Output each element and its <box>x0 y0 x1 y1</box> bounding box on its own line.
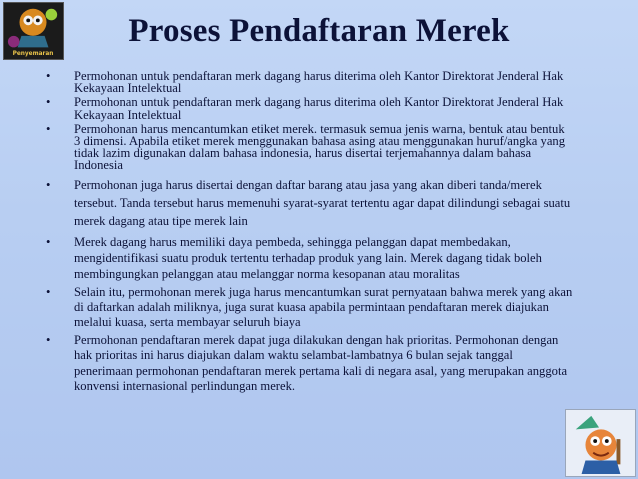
list-item <box>46 176 574 230</box>
bullet-marker: • <box>46 69 51 83</box>
list-item-text: Permohonan untuk pendaftaran merk dagang harus diterima oleh Kantor Direktorat Jenderal Hak Kekayaan Intelektual <box>74 69 564 96</box>
list-item <box>46 234 574 282</box>
bullet-marker: • <box>46 95 51 110</box>
list-item <box>46 96 574 120</box>
list-item-text: Permohonan harus mencantumkan etiket merek. termasuk semua jenis warna, bentuk atau bentuk 3 dimensi. Apabila etiket merek menggunakan bahasa asing atau menggunakan huruf/angka yang tidak lazim digunakan dalam bahasa indonesia, harus disertai terjemahannya dalam bahasa Indonesia <box>74 121 566 173</box>
list-item <box>46 70 574 94</box>
logo-text: Penyemaran <box>12 51 54 58</box>
list-item-text: Permohonan juga harus disertai dengan daftar barang atau jasa yang akan diberi tanda/merek tersebut. Tanda tersebut harus memenuhi syarat-syarat tertentu agar dapat dilindungi sebagai suatu merek dagang atau tipe merek lain <box>74 177 571 228</box>
list-item-text: Permohonan untuk pendaftaran merk dagang harus diterima oleh Kantor Direktorat Jenderal Hak Kekayaan Intelektual <box>74 95 564 122</box>
bullet-list <box>46 70 574 396</box>
bullet-marker: • <box>46 234 51 249</box>
list-item-text: Merek dagang harus memiliki daya pembeda, sehingga pelanggan dapat membedakan, mengidentifikasi suatu produk tertentu terhadap produk yang lain. Merek dagang tidak boleh membingungkan pelanggan atau melanggar norma kesopanan atau moralitas <box>74 234 542 281</box>
cartoon-character-icon <box>566 410 635 476</box>
list-item <box>46 285 574 331</box>
list-item <box>46 333 574 395</box>
list-item-text: Permohonan pendaftaran merek dapat juga dilakukan dengan hak prioritas. Permohonan dengan hak prioritas ini harus diajukan dalam waktu selambat-lambatnya 6 bulan sejak tanggal penerimaan permohonan pendaftaran merek pertama kali di negara asal, yang merupakan anggota konvensi internasional perlindungan merek. <box>74 332 568 394</box>
list-item-text: Selain itu, permohonan merek juga harus mencantumkan surat pernyataan bahwa merek yang akan di daftarkan adalah miliknya, juga surat kuasa apabila permintaan pendaftaran merek diajukan melalui kuasa, serta membayar seluruh biaya <box>74 284 573 330</box>
bullet-marker: • <box>46 121 51 136</box>
logo-bottom-right <box>565 409 636 477</box>
bullet-marker: • <box>46 332 51 347</box>
slide-title: Proses Pendaftaran Merek <box>128 13 510 49</box>
bullet-marker: • <box>46 284 51 299</box>
bullet-marker: • <box>46 177 51 192</box>
list-item <box>46 123 574 172</box>
